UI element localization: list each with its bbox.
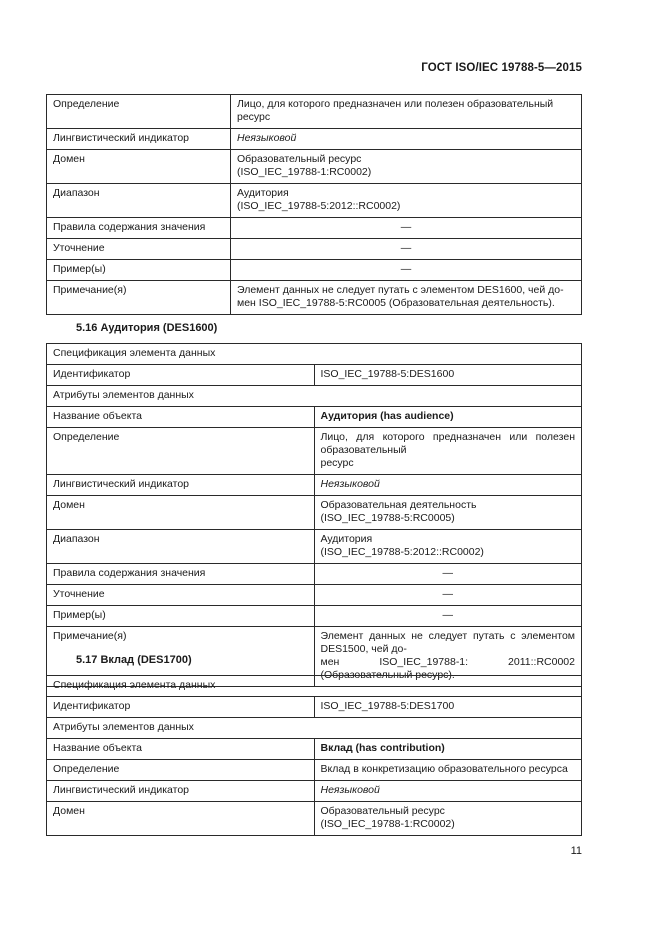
row-value: — (231, 218, 582, 239)
row-label: Идентификатор (47, 365, 315, 386)
table-row (47, 344, 582, 365)
row-value: Вклад (has contribution) (314, 739, 582, 760)
spec-header: Спецификация элемента данных (47, 344, 582, 365)
row-value: ISO_IEC_19788-5:DES1600 (314, 365, 582, 386)
table-row (47, 95, 582, 129)
row-value: Вклад в конкретизацию образовательного ресурса (314, 760, 582, 781)
table-des1600 (46, 343, 582, 687)
section-heading-5-17: 5.17 Вклад (DES1700) (76, 654, 192, 666)
row-value: Элемент данных не следует путать с элементом DES1600, чей до- мен ISO_IEC_19788-5:RC0005 (Образовательная деятельность). (231, 281, 582, 315)
table-row (47, 530, 582, 564)
table-row (47, 281, 582, 315)
row-value: — (314, 585, 582, 606)
row-value: — (231, 239, 582, 260)
row-label: Лингвистический индикатор (47, 129, 231, 150)
row-label: Пример(ы) (47, 260, 231, 281)
table-row (47, 475, 582, 496)
row-label: Определение (47, 760, 315, 781)
table-des1500-continued (46, 94, 582, 315)
table-row (47, 407, 582, 428)
spec-header: Спецификация элемента данных (47, 676, 582, 697)
table-row (47, 496, 582, 530)
row-value: — (314, 606, 582, 627)
row-label: Примечание(я) (47, 627, 315, 687)
table-row (47, 564, 582, 585)
attr-header: Атрибуты элементов данных (47, 718, 582, 739)
table-row (47, 802, 582, 836)
table-row (47, 585, 582, 606)
table-des1700 (46, 675, 582, 836)
table-row (47, 606, 582, 627)
table-row (47, 129, 582, 150)
table-row (47, 697, 582, 718)
table-row (47, 239, 582, 260)
row-value: Образовательный ресурс (ISO_IEC_19788-1:RC0002) (231, 150, 582, 184)
table-row (47, 218, 582, 239)
row-value: Лицо, для которого предназначен или полезен образовательный ресурс (314, 428, 582, 475)
row-label: Правила содержания значения (47, 564, 315, 585)
document-header: ГОСТ ISO/IEC 19788-5—2015 (421, 62, 582, 74)
table-row (47, 428, 582, 475)
section-heading-5-16: 5.16 Аудитория (DES1600) (76, 322, 218, 334)
row-label: Домен (47, 496, 315, 530)
table-row (47, 781, 582, 802)
row-value: Неязыковой (314, 475, 582, 496)
table-row (47, 739, 582, 760)
row-label: Диапазон (47, 184, 231, 218)
table-row (47, 718, 582, 739)
row-label: Домен (47, 802, 315, 836)
row-value: Образовательный ресурс (ISO_IEC_19788-1:RC0002) (314, 802, 582, 836)
row-label: Определение (47, 95, 231, 129)
row-label: Лингвистический индикатор (47, 781, 315, 802)
table-row (47, 184, 582, 218)
table-row (47, 365, 582, 386)
row-value: Элемент данных не следует путать с элементом DES1500, чей до- мен ISO_IEC_19788-1: 2011::RC0002 (Образовательный ресурс). (314, 627, 582, 687)
row-label: Название объекта (47, 739, 315, 760)
row-value: Аудитория (ISO_IEC_19788-5:2012::RC0002) (231, 184, 582, 218)
table-row (47, 260, 582, 281)
row-value: Образовательная деятельность (ISO_IEC_19788-5:RC0005) (314, 496, 582, 530)
row-value: — (314, 564, 582, 585)
row-value: Лицо, для которого предназначен или полезен образовательный ресурс (231, 95, 582, 129)
page-number: 11 (570, 845, 582, 857)
row-value: Аудитория (has audience) (314, 407, 582, 428)
row-label: Название объекта (47, 407, 315, 428)
row-label: Примечание(я) (47, 281, 231, 315)
row-label: Домен (47, 150, 231, 184)
row-label: Пример(ы) (47, 606, 315, 627)
row-value: — (231, 260, 582, 281)
row-value: ISO_IEC_19788-5:DES1700 (314, 697, 582, 718)
table-row (47, 760, 582, 781)
table-row (47, 386, 582, 407)
row-label: Правила содержания значения (47, 218, 231, 239)
row-label: Диапазон (47, 530, 315, 564)
table-row (47, 150, 582, 184)
row-label: Уточнение (47, 585, 315, 606)
row-value: Неязыковой (231, 129, 582, 150)
row-value: Неязыковой (314, 781, 582, 802)
row-label: Лингвистический индикатор (47, 475, 315, 496)
row-value: Аудитория (ISO_IEC_19788-5:2012::RC0002) (314, 530, 582, 564)
row-label: Уточнение (47, 239, 231, 260)
row-label: Определение (47, 428, 315, 475)
attr-header: Атрибуты элементов данных (47, 386, 582, 407)
row-label: Идентификатор (47, 697, 315, 718)
table-row (47, 676, 582, 697)
